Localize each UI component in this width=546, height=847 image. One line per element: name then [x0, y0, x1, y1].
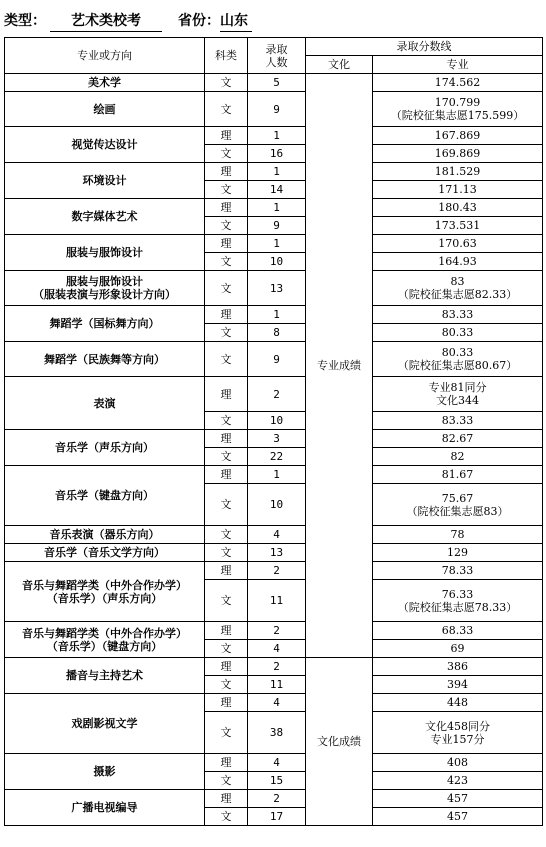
score-note: （院校征集志愿82.33）: [397, 288, 518, 301]
culture-group-pro: 专业成绩: [306, 74, 373, 658]
score-cell: 129: [373, 544, 543, 562]
count-cell: 4: [248, 754, 306, 772]
subject-cell: 文: [205, 412, 248, 430]
major-cell: 音乐学（音乐文学方向）: [5, 544, 205, 562]
count-cell: 10: [248, 412, 306, 430]
count-cell: 1: [248, 199, 306, 217]
count-cell: 15: [248, 772, 306, 790]
major-line-1: 音乐与舞蹈学类（中外合作办学）: [22, 578, 187, 592]
score-cell: 78: [373, 526, 543, 544]
major-cell: 播音与主持艺术: [5, 658, 205, 694]
count-cell: 22: [248, 448, 306, 466]
subject-cell: 文: [205, 580, 248, 622]
major-cell: 舞蹈学（民族舞等方向）: [5, 342, 205, 377]
province-label: 省份：: [178, 13, 220, 29]
subject-cell: 理: [205, 430, 248, 448]
col-scoreline-header: 录取分数线: [306, 38, 543, 56]
score-cell: 174.562: [373, 74, 543, 92]
score-value: 76.33: [441, 587, 474, 601]
score-cell: 82.67: [373, 430, 543, 448]
count-cell: 8: [248, 324, 306, 342]
subject-cell: 理: [205, 199, 248, 217]
col-major-header: 专业或方向: [5, 38, 205, 74]
count-cell: 4: [248, 526, 306, 544]
score-cell: 386: [373, 658, 543, 676]
count-cell: 3: [248, 430, 306, 448]
subject-cell: 文: [205, 145, 248, 163]
major-line-2: （服装表演与形象设计方向）: [33, 288, 176, 301]
major-line-2: （音乐学）（键盘方向）: [46, 639, 163, 653]
subject-cell: 文: [205, 217, 248, 235]
subject-cell: 理: [205, 658, 248, 676]
subject-cell: 理: [205, 754, 248, 772]
score-cell: 180.43: [373, 199, 543, 217]
major-cell: 音乐学（声乐方向）: [5, 430, 205, 466]
admission-score-table: [4, 37, 543, 826]
score-cell: [373, 92, 543, 127]
subject-cell: 文: [205, 772, 248, 790]
count-cell: 2: [248, 790, 306, 808]
count-cell: 1: [248, 235, 306, 253]
score-cell: [373, 271, 543, 306]
major-cell: 广播电视编导: [5, 790, 205, 826]
major-cell: [5, 562, 205, 622]
score-note: 文化344: [436, 394, 479, 407]
count-cell: 9: [248, 92, 306, 127]
subject-cell: 文: [205, 92, 248, 127]
subject-cell: 文: [205, 808, 248, 826]
score-cell: 448: [373, 694, 543, 712]
score-cell: 457: [373, 790, 543, 808]
score-cell: 423: [373, 772, 543, 790]
count-cell: 9: [248, 217, 306, 235]
subject-cell: 文: [205, 253, 248, 271]
score-note: （院校征集志愿78.33）: [397, 600, 518, 614]
subject-cell: 理: [205, 235, 248, 253]
subject-cell: 文: [205, 676, 248, 694]
subject-cell: 文: [205, 448, 248, 466]
count-cell: 1: [248, 163, 306, 181]
major-cell: 音乐表演（器乐方向）: [5, 526, 205, 544]
score-note: （院校征集志愿175.599）: [390, 109, 525, 122]
score-cell: 167.869: [373, 127, 543, 145]
subject-cell: 文: [205, 181, 248, 199]
count-cell: 2: [248, 377, 306, 412]
subject-cell: 理: [205, 466, 248, 484]
count-cell: 4: [248, 694, 306, 712]
score-note: （院校征集志愿80.67）: [397, 359, 518, 372]
score-cell: 83.33: [373, 412, 543, 430]
subject-cell: 文: [205, 324, 248, 342]
subject-cell: 文: [205, 271, 248, 306]
subject-cell: 文: [205, 544, 248, 562]
major-cell: 绘画: [5, 92, 205, 127]
subject-cell: 理: [205, 694, 248, 712]
count-cell: 11: [248, 676, 306, 694]
major-cell: 表演: [5, 377, 205, 430]
subject-cell: 理: [205, 622, 248, 640]
major-cell: 视觉传达设计: [5, 127, 205, 163]
major-cell: 舞蹈学（国标舞方向）: [5, 306, 205, 342]
count-cell: 2: [248, 562, 306, 580]
count-cell: 1: [248, 127, 306, 145]
score-value: 专业81同分: [428, 381, 487, 394]
major-cell: 摄影: [5, 754, 205, 790]
score-cell: [373, 377, 543, 412]
major-cell: [5, 622, 205, 658]
col-count-header: 录取人数: [248, 38, 306, 74]
page-header: [2, 6, 542, 30]
culture-group-culture: 文化成绩: [306, 658, 373, 826]
subject-cell: 理: [205, 790, 248, 808]
count-cell: 2: [248, 658, 306, 676]
major-line-1: 服装与服饰设计: [66, 275, 143, 288]
score-cell: 82: [373, 448, 543, 466]
count-cell: 16: [248, 145, 306, 163]
score-cell: [373, 712, 543, 754]
count-cell: 5: [248, 74, 306, 92]
score-cell: [373, 342, 543, 377]
count-cell: 38: [248, 712, 306, 754]
subject-cell: 理: [205, 163, 248, 181]
subject-cell: 文: [205, 74, 248, 92]
score-value: 170.799: [434, 96, 481, 109]
major-cell: 数字媒体艺术: [5, 199, 205, 235]
count-cell: 1: [248, 306, 306, 324]
col-professional-header: 专业: [373, 56, 543, 74]
score-cell: 457: [373, 808, 543, 826]
score-cell: 394: [373, 676, 543, 694]
score-cell: 80.33: [373, 324, 543, 342]
score-cell: [373, 580, 543, 622]
score-cell: 408: [373, 754, 543, 772]
score-value: 83: [450, 275, 465, 288]
subject-cell: 文: [205, 342, 248, 377]
major-cell: 戏剧影视文学: [5, 694, 205, 754]
subject-cell: 理: [205, 377, 248, 412]
province-value: 山东: [220, 10, 252, 32]
major-cell: 服装与服饰设计: [5, 235, 205, 271]
subject-cell: 文: [205, 712, 248, 754]
major-cell: 美术学: [5, 74, 205, 92]
score-cell: 173.531: [373, 217, 543, 235]
col-culture-header: 文化: [306, 56, 373, 74]
major-line-1: 音乐与舞蹈学类（中外合作办学）: [22, 626, 187, 640]
count-cell: 11: [248, 580, 306, 622]
score-cell: 69: [373, 640, 543, 658]
subject-cell: 理: [205, 562, 248, 580]
score-cell: 81.67: [373, 466, 543, 484]
count-cell: 1: [248, 466, 306, 484]
score-note: 专业157分: [430, 732, 485, 746]
count-cell: 10: [248, 484, 306, 526]
score-cell: 171.13: [373, 181, 543, 199]
subject-cell: 文: [205, 526, 248, 544]
subject-cell: 理: [205, 306, 248, 324]
major-line-2: （音乐学）（声乐方向）: [46, 591, 163, 605]
count-cell: 9: [248, 342, 306, 377]
type-value: 艺术类校考: [50, 10, 162, 32]
count-cell: 13: [248, 271, 306, 306]
subject-cell: 理: [205, 127, 248, 145]
score-cell: 169.869: [373, 145, 543, 163]
count-cell: 14: [248, 181, 306, 199]
major-cell: [5, 271, 205, 306]
score-cell: 83.33: [373, 306, 543, 324]
subject-cell: 文: [205, 640, 248, 658]
type-label: 类型：: [4, 13, 46, 29]
score-cell: 181.529: [373, 163, 543, 181]
count-cell: 13: [248, 544, 306, 562]
score-cell: 164.93: [373, 253, 543, 271]
count-cell: 4: [248, 640, 306, 658]
count-cell: 17: [248, 808, 306, 826]
count-cell: 2: [248, 622, 306, 640]
count-cell: 10: [248, 253, 306, 271]
score-value: 文化458同分: [425, 719, 490, 733]
score-value: 80.33: [441, 346, 474, 359]
subject-cell: 文: [205, 484, 248, 526]
major-cell: 音乐学（键盘方向）: [5, 466, 205, 526]
score-value: 75.67: [441, 491, 474, 505]
score-note: （院校征集志愿83）: [406, 504, 509, 518]
score-cell: 78.33: [373, 562, 543, 580]
score-cell: 68.33: [373, 622, 543, 640]
major-cell: 环境设计: [5, 163, 205, 199]
score-cell: [373, 484, 543, 526]
score-cell: 170.63: [373, 235, 543, 253]
col-subject-header: 科类: [205, 38, 248, 74]
